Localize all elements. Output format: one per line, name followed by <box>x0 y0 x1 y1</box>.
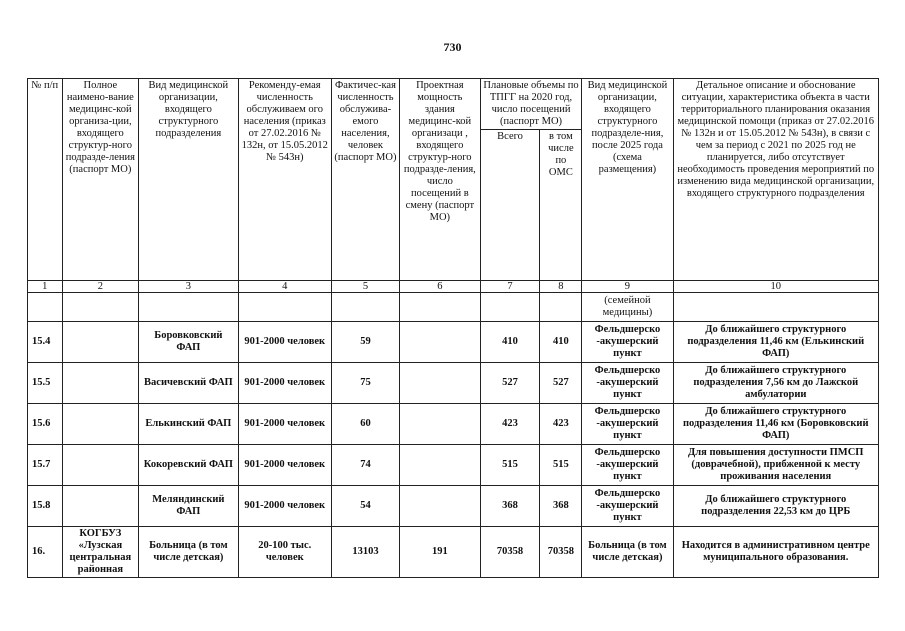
oms-visits-cell: 368 <box>540 486 582 527</box>
table-cell <box>331 293 399 322</box>
actual-population-cell: 59 <box>331 322 399 363</box>
header-oms: в том числе по ОМС <box>540 130 582 281</box>
org-type-cell: Боровковский ФАП <box>139 322 239 363</box>
type-after-2025-cell: Фельдшерско -акушерский пункт <box>582 363 673 404</box>
recommended-population-cell: 20-100 тыс. человек <box>238 527 331 578</box>
header-design-capacity: Проектная мощность здания медицинс-кой организаци , входящего структур-ного подразде-ления, число посещений в смену (паспорт МО) <box>400 79 481 281</box>
row-number: 15.8 <box>28 486 63 527</box>
org-type-cell: Меляндинский ФАП <box>139 486 239 527</box>
header-description: Детальное описание и обоснование ситуации, характеристика объекта в части территориального планирования оказания медицинской помощи (приказ от 27.02.2016 № 132н и от 15.05.2012 № 543н), в связи с чем за период с 2021 по 2025 год не планируется, либо отсутствует необходимость проведения мероприятий по изменению вида медицинской организации, входящего структурного подразделения <box>673 79 878 281</box>
actual-population-cell: 13103 <box>331 527 399 578</box>
header-total: Всего <box>480 130 540 281</box>
table-cell <box>238 293 331 322</box>
design-capacity-cell <box>400 486 481 527</box>
page-number: 730 <box>443 40 462 54</box>
total-visits-cell: 515 <box>480 445 540 486</box>
total-visits-cell: 70358 <box>480 527 540 578</box>
facilities-table <box>27 78 879 578</box>
table-row <box>28 445 879 486</box>
header-planned-volumes: Плановые объемы по ТПГГ на 2020 год, число посещений (паспорт МО) <box>480 79 582 130</box>
oms-visits-cell: 527 <box>540 363 582 404</box>
recommended-population-cell: 901-2000 человек <box>238 404 331 445</box>
oms-visits-cell: 410 <box>540 322 582 363</box>
header-num: № п/п <box>28 79 63 281</box>
table-row <box>28 322 879 363</box>
column-number: 1 <box>28 281 63 293</box>
recommended-population-cell: 901-2000 человек <box>238 486 331 527</box>
type-after-2025-cell: Фельдшерско -акушерский пункт <box>582 445 673 486</box>
column-number: 6 <box>400 281 481 293</box>
column-number: 9 <box>582 281 673 293</box>
oms-visits-cell: 423 <box>540 404 582 445</box>
table-cell <box>540 293 582 322</box>
type-after-2025-cell: Фельдшерско -акушерский пункт <box>582 486 673 527</box>
table-cell <box>673 293 878 322</box>
table-row <box>28 486 879 527</box>
column-number: 3 <box>139 281 239 293</box>
actual-population-cell: 60 <box>331 404 399 445</box>
design-capacity-cell <box>400 363 481 404</box>
type-after-2025-cell: (семейной медицины) <box>582 293 673 322</box>
recommended-population-cell: 901-2000 человек <box>238 322 331 363</box>
description-cell: До ближайшего структурного подразделения 11,46 км (Боровковский ФАП) <box>673 404 878 445</box>
header-actual-population: Фактичес-кая численность обслужива-емого населения, человек (паспорт МО) <box>331 79 399 281</box>
oms-visits-cell: 70358 <box>540 527 582 578</box>
header-org-type: Вид медицинской организации, входящего структурного подразделения <box>139 79 239 281</box>
table-cell <box>139 293 239 322</box>
column-number: 7 <box>480 281 540 293</box>
description-cell: До ближайшего структурного подразделения 7,56 км до Лажской амбулатории <box>673 363 878 404</box>
type-after-2025-cell: Фельдшерско -акушерский пункт <box>582 404 673 445</box>
description-cell: Находится в административном центре муниципального образования. <box>673 527 878 578</box>
org-type-cell: Больница (в том числе детская) <box>139 527 239 578</box>
full-name-cell <box>62 322 139 363</box>
recommended-population-cell: 901-2000 человек <box>238 363 331 404</box>
row-number: 16. <box>28 527 63 578</box>
column-number-row <box>28 281 879 293</box>
type-after-2025-cell: Фельдшерско -акушерский пункт <box>582 322 673 363</box>
design-capacity-cell <box>400 404 481 445</box>
design-capacity-cell: 191 <box>400 527 481 578</box>
total-visits-cell: 527 <box>480 363 540 404</box>
table-cell <box>400 293 481 322</box>
column-number: 4 <box>238 281 331 293</box>
full-name-cell: КОГБУЗ «Лузская центральная районная <box>62 527 139 578</box>
row-number: 15.7 <box>28 445 63 486</box>
full-name-cell <box>62 363 139 404</box>
description-cell: До ближайшего структурного подразделения 22,53 км до ЦРБ <box>673 486 878 527</box>
full-name-cell <box>62 445 139 486</box>
design-capacity-cell <box>400 445 481 486</box>
table-row <box>28 363 879 404</box>
description-cell: Для повышения доступности ПМСП (доврачебной), прибженной к месту проживания населения <box>673 445 878 486</box>
total-visits-cell: 423 <box>480 404 540 445</box>
full-name-cell <box>62 486 139 527</box>
description-cell: До ближайшего структурного подразделения 11,46 км (Елькинский ФАП) <box>673 322 878 363</box>
table-row <box>28 404 879 445</box>
column-number: 2 <box>62 281 139 293</box>
header-full-name: Полное наимено-вание медицинс-кой организа-ции, входящего структур-ного подразде-ления (паспорт МО) <box>62 79 139 281</box>
oms-visits-cell: 515 <box>540 445 582 486</box>
recommended-population-cell: 901-2000 человек <box>238 445 331 486</box>
total-visits-cell: 368 <box>480 486 540 527</box>
column-number: 5 <box>331 281 399 293</box>
column-number: 10 <box>673 281 878 293</box>
actual-population-cell: 75 <box>331 363 399 404</box>
actual-population-cell: 54 <box>331 486 399 527</box>
org-type-cell: Елькинский ФАП <box>139 404 239 445</box>
type-after-2025-cell: Больница (в том числе детская) <box>582 527 673 578</box>
full-name-cell <box>62 404 139 445</box>
column-number: 8 <box>540 281 582 293</box>
table-cell <box>62 293 139 322</box>
table-cell <box>480 293 540 322</box>
continuation-row <box>28 293 879 322</box>
design-capacity-cell <box>400 322 481 363</box>
total-visits-cell: 410 <box>480 322 540 363</box>
row-number: 15.6 <box>28 404 63 445</box>
row-number: 15.4 <box>28 322 63 363</box>
header-recommended-population: Рекоменду-емая численность обслуживаем ого населения (приказ от 27.02.2016 № 132н, от 15.05.2012 № 543н) <box>238 79 331 281</box>
table-cell <box>28 293 63 322</box>
table-row <box>28 527 879 578</box>
org-type-cell: Васичевский ФАП <box>139 363 239 404</box>
header-type-after-2025: Вид медицинской организации, входящего структурного подразделе-ния, после 2025 года (схема размещения) <box>582 79 673 281</box>
header-row-1 <box>28 79 879 130</box>
row-number: 15.5 <box>28 363 63 404</box>
actual-population-cell: 74 <box>331 445 399 486</box>
org-type-cell: Кокоревский ФАП <box>139 445 239 486</box>
